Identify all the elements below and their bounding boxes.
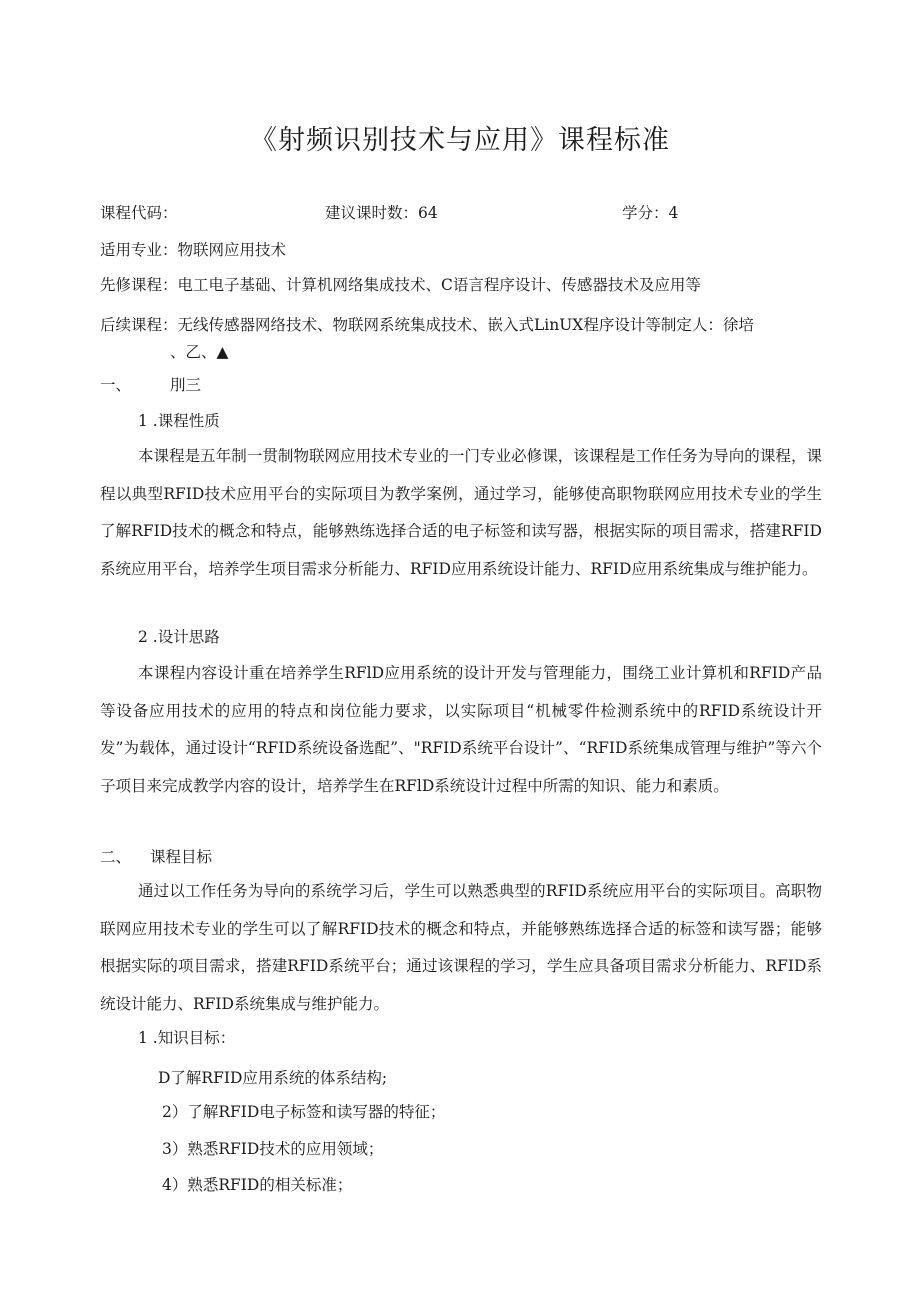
- credits: 学分：4: [622, 204, 679, 222]
- list-item: 2）了解RFID电子标签和读写器的特征；: [162, 1103, 446, 1121]
- list-item: 4）熟悉RFID的相关标准；: [162, 1176, 353, 1194]
- document-title: 《射频识别技术与应用》课程标准: [250, 125, 670, 156]
- paragraph-course-goals: 通过以工作任务为导向的系统学习后，学生可以熟悉典型的RFID系统应用平台的实际项目。高职物联网应用技术专业的学生可以了解RFID技术的概念和特点，并能够熟练选择合适的标签和读写器；能够根据实际的项目需求，搭建RFID系统平台；通过该课程的学习，学生应具备项目需求分析能力、RFID系统设计能力、RFID系统集成与维护能力。: [100, 882, 822, 1013]
- section-2-number: 二、: [100, 848, 132, 866]
- subsection-course-nature: 1 .课程性质: [138, 412, 220, 430]
- section-1-title: 刖三: [170, 376, 202, 394]
- subsection-design-approach: 2 .设计思路: [138, 628, 220, 646]
- subsection-knowledge-goals: 1 .知识目标：: [138, 1029, 236, 1047]
- applicable-major: 适用专业：物联网应用技术: [100, 241, 287, 259]
- course-code-label: 课程代码：: [100, 204, 178, 222]
- list-item: D了解RFID应用系统的体系结构;: [158, 1069, 388, 1087]
- follow-up-continuation: 、乙、▲: [170, 343, 229, 361]
- section-1-number: 一、: [100, 376, 132, 394]
- list-item: 3）熟悉RFID技术的应用领域；: [162, 1140, 384, 1158]
- paragraph-course-nature: 本课程是五年制一贯制物联网应用技术专业的一门专业必修课，该课程是工作任务为导向的课程，课程以典型RFID技术应用平台的实际项目为教学案例，通过学习，能够使高职物联网应用技术专业的学生了解RFID技术的概念和特点，能够熟练选择合适的电子标签和读写器，根据实际的项目需求，搭建RFID系统应用平台，培养学生项目需求分析能力、RFID应用系统设计能力、RFID应用系统集成与维护能力。: [100, 447, 822, 578]
- section-2-title: 课程目标: [150, 848, 213, 866]
- suggested-hours: 建议课时数：64: [325, 204, 438, 222]
- prerequisite-courses: 先修课程：电工电子基础、计算机网络集成技术、C语言程序设计、传感器技术及应用等: [100, 276, 701, 294]
- paragraph-design-approach: 本课程内容设计重在培养学生RFlD应用系统的设计开发与管理能力，围绕工业计算机和RFID产品等设备应用技术的应用的特点和岗位能力要求，以实际项目“机械零件检测系统中的RFID系统设计开发”为载体，通过设计“RFID系统设备选配”、"RFID系统平台设计”、“RFID系统集成管理与维护”等六个子项目来完成教学内容的设计，培养学生在RFlD系统设计过程中所需的知识、能力和素质。: [100, 664, 822, 795]
- follow-up-courses: 后续课程：无线传感器网络技术、物联网系统集成技术、嵌入式LinUX程序设计等制定人：徐培: [100, 316, 754, 334]
